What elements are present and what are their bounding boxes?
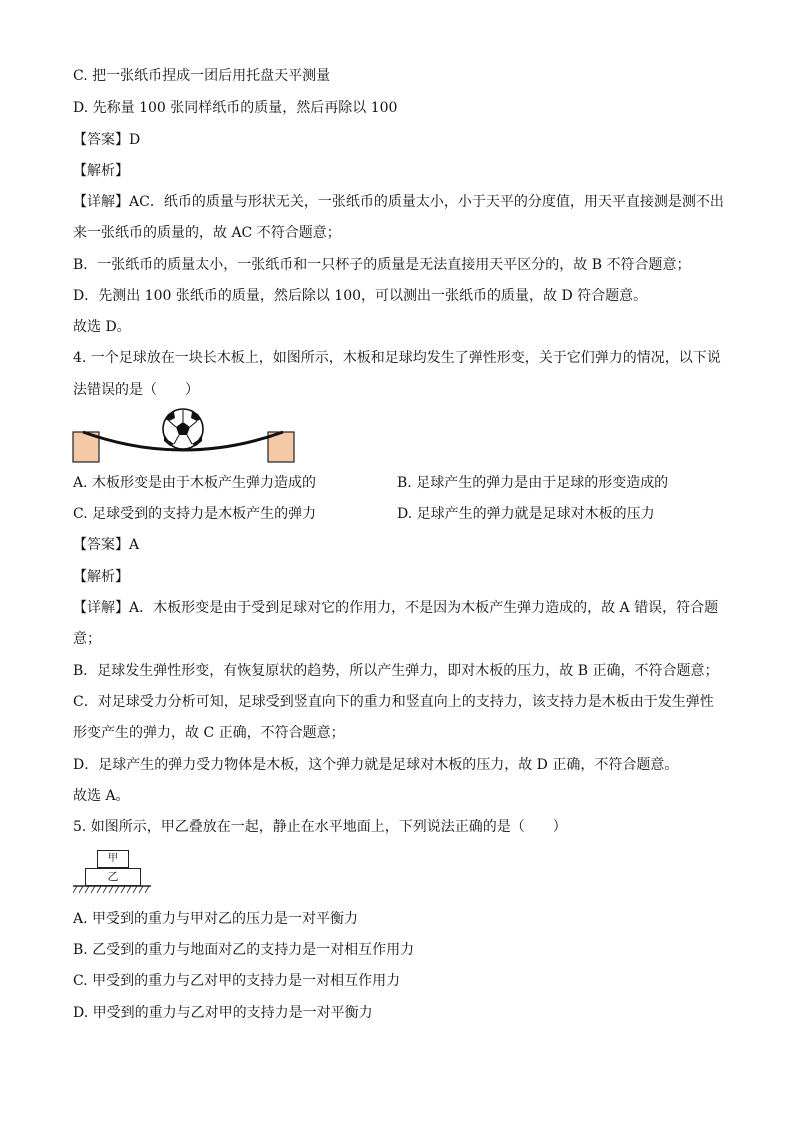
q5-option-c: C. 甲受到的重力与乙对甲的支持力是一对相互作用力 <box>73 973 401 989</box>
q3-answer: 【答案】D <box>73 132 141 148</box>
block-jia-label: 甲 <box>108 853 118 864</box>
q4-analysis-heading: 【解析】 <box>73 569 129 585</box>
q5-option-b: B. 乙受到的重力与地面对乙的支持力是一对相互作用力 <box>73 942 415 958</box>
q3-detail-line-1: 【详解】AC．纸币的质量与形状无关，一张纸币的质量太小，小于天平的分度值，用天平直接测是测不出 <box>73 194 724 210</box>
q4-detail-line-3: B．足球发生弹性形变，有恢复原状的趋势，所以产生弹力，即对木板的压力，故 B 正确，不符合题意； <box>73 663 719 679</box>
q4-option-c: C. 足球受到的支持力是木板产生的弹力 <box>73 506 317 522</box>
q4-option-d: D. 足球产生的弹力就是足球对木板的压力 <box>397 506 655 522</box>
q4-detail-line-1: 【详解】A．木板形变是由于受到足球对它的作用力，不是因为木板产生弹力造成的，故 A 错误，符合题 <box>73 600 719 616</box>
q4-detail-line-5: 形变产生的弹力，故 C 正确，不符合题意； <box>73 725 345 741</box>
block-yi <box>85 868 141 886</box>
q3-option-c: C. 把一张纸币捏成一团后用托盘天平测量 <box>73 68 331 84</box>
q4-detail-line-6: D．足球产生的弹力受力物体是木板，这个弹力就是足球对木板的压力，故 D 正确，不符合题意。 <box>73 757 679 773</box>
q4-detail-line-2: 意； <box>73 631 101 647</box>
q4-stem-line-1: 4. 一个足球放在一块长木板上，如图所示，木板和足球均发生了弹性形变，关于它们弹力的情况，以下说 <box>73 350 721 366</box>
block-yi-label: 乙 <box>107 870 119 883</box>
q3-detail-line-3: B．一张纸币的质量太小，一张纸币和一只杯子的质量是无法直接用天平区分的，故 B 不符合题意； <box>73 257 691 273</box>
q5-stem: 5. 如图所示，甲乙叠放在一起，静止在水平地面上，下列说法正确的是（ ） <box>73 819 567 835</box>
q5-option-a: A. 甲受到的重力与甲对乙的压力是一对平衡力 <box>73 911 359 927</box>
ground-surface <box>73 885 151 894</box>
q5-option-d: D. 甲受到的重力与乙对甲的支持力是一对平衡力 <box>73 1005 373 1021</box>
q3-conclusion: 故选 D。 <box>73 319 131 335</box>
q3-option-d: D. 先称量 100 张同样纸币的质量，然后再除以 100 <box>73 100 398 116</box>
stacked-blocks-figure <box>73 848 151 894</box>
q3-detail-line-4: D．先测出 100 张纸币的质量，然后除以 100，可以测出一张纸币的质量，故 D 符合题意。 <box>73 288 648 304</box>
block-jia <box>97 850 129 868</box>
q4-stem-line-2: 法错误的是（ ） <box>73 382 199 398</box>
q3-analysis-heading: 【解析】 <box>73 163 129 179</box>
q4-conclusion: 故选 A。 <box>73 788 130 804</box>
q4-detail-line-4: C．对足球受力分析可知，足球受到竖直向下的重力和竖直向上的支持力，该支持力是木板由于发生弹性 <box>73 694 714 710</box>
q4-answer: 【答案】A <box>73 537 140 553</box>
football-icon <box>163 409 203 449</box>
q3-detail-line-2: 来一张纸币的质量的，故 AC 不符合题意； <box>73 225 341 241</box>
football-on-board-figure <box>70 408 302 466</box>
q4-option-a: A. 木板形变是由于木板产生弹力造成的 <box>73 475 317 491</box>
q4-option-b: B. 足球产生的弹力是由于足球的形变造成的 <box>397 475 669 491</box>
